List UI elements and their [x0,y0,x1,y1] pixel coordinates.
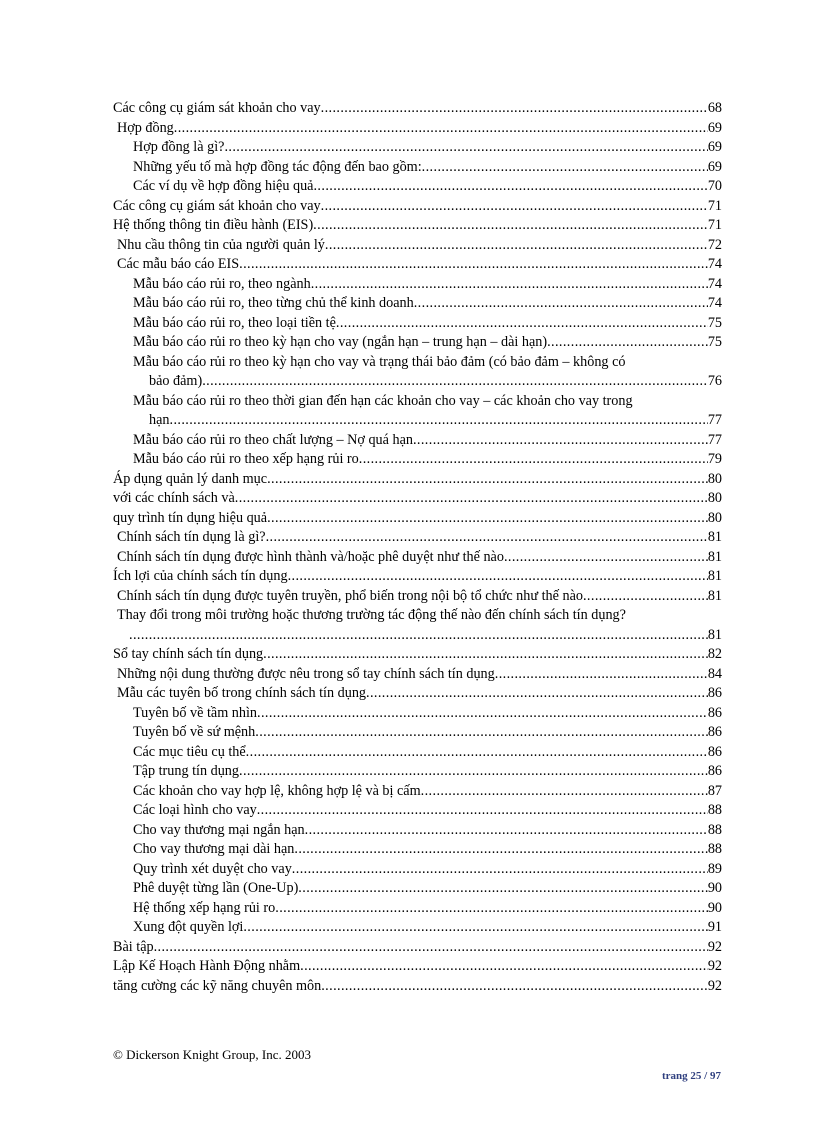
dot-leader [321,197,708,217]
toc-entry-title: Mẫu báo cáo rủi ro theo kỳ hạn cho vay và trạng thái bảo đảm (có bảo đảm – không có [133,353,626,370]
toc-entry-page: 82 [707,646,722,662]
toc-entry[interactable] [113,723,722,743]
dot-leader [239,255,708,275]
toc-entry-page: 89 [707,860,722,877]
dot-leader [235,489,708,509]
dot-leader [174,119,708,139]
toc-entry-page: 77 [707,412,722,428]
dot-leader [336,314,708,334]
toc-entry[interactable] [113,255,722,275]
toc-entry[interactable] [113,294,722,314]
toc-entry[interactable] [113,489,722,509]
toc-entry-title: Hợp đồng [117,119,174,136]
toc-entry[interactable] [113,977,722,997]
toc-entry-page: 86 [707,763,722,779]
dot-leader [239,762,708,782]
toc-entry-title: Mẫu các tuyên bố trong chính sách tín dụng [117,685,367,701]
toc-entry-page: 70 [707,178,722,194]
toc-entry-title: Mẫu báo cáo rủi ro theo kỳ hạn cho vay (ngắn hạn – trung hạn – dài hạn) [133,334,548,350]
toc-entry-title: Mẫu báo cáo rủi ro, theo loại tiền tệ [133,314,336,331]
toc-entry-page: 92 [707,958,722,974]
toc-entry[interactable] [113,801,722,821]
dot-leader [224,138,707,158]
toc-entry-title: Quy trình xét duyệt cho vay [133,860,292,877]
dot-leader [294,840,707,860]
toc-entry-title: Các khoản cho vay hợp lệ, không hợp lệ và bị cấm [133,782,421,799]
toc-entry-page: 81 [707,626,722,643]
dot-leader [547,333,708,353]
toc-entry-title: Nhu cầu thông tin của người quản lý [117,236,325,253]
toc-entry-page: 77 [707,431,722,448]
toc-entry-title: Phê duyệt từng lần (One-Up) [133,880,299,896]
toc-entry-title: Hợp đồng là gì? [133,139,225,155]
toc-entry-page: 86 [707,685,722,701]
toc-entry-title: Cho vay thương mại dài hạn [133,841,295,857]
toc-entry-page: 88 [707,821,722,838]
toc-entry[interactable] [113,860,722,880]
toc-entry-page: 80 [707,509,722,526]
toc-entry-title: Các mẫu báo cáo EIS [117,256,240,272]
dot-leader [129,626,708,646]
dot-leader [170,411,708,431]
dot-leader [298,879,708,899]
toc-entry[interactable] [113,275,722,295]
toc-entry[interactable] [113,567,722,587]
toc-entry[interactable] [113,645,722,665]
dot-leader [325,236,708,256]
toc-entry[interactable] [113,138,722,158]
dot-leader [422,158,708,178]
toc-entry-page: 84 [707,665,722,682]
dot-leader [257,801,708,821]
toc-entry-title: tăng cường các kỹ năng chuyên môn [113,977,322,994]
dot-leader [202,372,708,392]
dot-leader [421,782,708,802]
toc-entry-title: Các công cụ giám sát khoản cho vay [113,100,321,116]
toc-entry[interactable] [113,431,722,451]
toc-entry[interactable] [113,762,722,782]
dot-leader [359,450,708,470]
toc-entry-title: Mẫu báo cáo rủi ro, theo từng chủ thể kinh doanh [133,295,414,311]
toc-entry-title: Hệ thống xếp hạng rủi ro [133,899,276,916]
toc-entry-title: Bài tập [113,938,154,955]
page-number: trang 25 / 97 [662,1070,721,1082]
toc-entry[interactable] [113,665,722,685]
toc-entry[interactable] [113,938,722,958]
toc-entry[interactable] [113,879,722,899]
toc-entry[interactable] [113,899,722,919]
toc-entry[interactable] [113,704,722,724]
dot-leader [413,431,708,451]
toc-entry[interactable] [113,333,722,353]
dot-leader [313,177,707,197]
toc-entry[interactable] [113,957,722,977]
toc-entry-page: 81 [707,568,722,584]
toc-entry-title: Những nội dung thường được nêu trong sổ tay chính sách tín dụng [117,665,495,682]
toc-entry[interactable] [113,509,722,529]
toc-entry-title: Tuyên bố về tầm nhìn [133,704,258,721]
dot-leader [583,587,708,607]
dot-leader [154,938,708,958]
toc-entry[interactable] [113,743,722,763]
toc-entry-title: Các loại hình cho vay [133,802,257,818]
toc-entry[interactable] [113,158,722,178]
toc-entry-title: Mẫu báo cáo rủi ro theo xếp hạng rủi ro [133,451,359,467]
toc-entry-page: 81 [707,548,722,565]
dot-leader [257,704,708,724]
dot-leader [300,957,708,977]
toc-entry[interactable] [113,216,722,236]
toc-entry-page: 92 [707,938,722,955]
toc-entry[interactable] [113,450,722,470]
dot-leader [313,216,708,236]
dot-leader [266,528,708,548]
toc-entry-page: 91 [707,919,722,935]
toc-entry-page: 86 [707,743,722,760]
toc-entry-page: 69 [707,158,722,175]
toc-entry[interactable] [113,840,722,860]
toc-entry[interactable] [113,684,722,704]
toc-entry-page: 76 [707,373,722,389]
toc-entry-title: Chính sách tín dụng được hình thành và/hoặc phê duyệt như thế nào [117,548,504,565]
toc-entry-page: 86 [707,704,722,721]
toc-entry[interactable] [113,177,722,197]
toc-entry-title: Các ví dụ về hợp đồng hiệu quả [133,178,314,194]
toc-entry-title: Các mục tiêu cụ thể [133,743,246,760]
toc-entry-title: Tập trung tín dụng [133,763,239,779]
toc-entry[interactable] [113,314,722,334]
toc-entry-page: 74 [707,295,722,311]
dot-leader [246,743,708,763]
dot-leader [288,567,708,587]
dot-leader [275,899,708,919]
dot-leader [414,294,708,314]
dot-leader [495,665,708,685]
toc-entry-page: 81 [707,587,722,604]
toc-entry-page: 81 [707,529,722,545]
toc-entry-title: Hệ thống thông tin điều hành (EIS) [113,217,314,233]
toc-entry-title: Sổ tay chính sách tín dụng [113,646,264,662]
toc-entry-page: 74 [707,275,722,292]
toc-entry[interactable] [113,197,722,217]
toc-entry-title: Lập Kế Hoạch Hành Động nhằm [113,958,301,974]
toc-entry-page: 71 [707,217,722,233]
toc-entry-title: Ích lợi của chính sách tín dụng [113,568,288,584]
table-of-contents [113,99,722,996]
toc-entry-title: Tuyên bố về sứ mệnh [133,724,256,740]
toc-entry[interactable] [113,470,722,490]
dot-leader [366,684,708,704]
toc-entry-page: 69 [707,119,722,136]
dot-leader [267,470,708,490]
toc-entry-page: 86 [707,724,722,740]
toc-entry-title: Xung đột quyền lợi [133,919,244,935]
toc-entry-page: 88 [707,841,722,857]
toc-entry[interactable] [113,587,722,607]
toc-entry-title: Mẫu báo cáo rủi ro theo chất lượng – Nợ quá hạn [133,431,413,448]
toc-entry-title: Chính sách tín dụng là gì? [117,529,266,545]
copyright-footer: © Dickerson Knight Group, Inc. 2003 [113,1047,311,1062]
dot-leader [321,977,708,997]
toc-entry[interactable] [113,99,722,119]
toc-entry-page: 87 [707,782,722,799]
toc-entry-title: Áp dụng quản lý danh mục [113,470,268,487]
toc-entry[interactable] [113,528,722,548]
toc-entry-title: Mẫu báo cáo rủi ro, theo ngành [133,275,311,292]
dot-leader [255,723,708,743]
toc-entry[interactable] [113,548,722,568]
toc-entry-page: 75 [707,314,722,331]
toc-entry-title: Chính sách tín dụng được tuyên truyền, phổ biến trong nội bộ tổ chức như thế nào [117,587,583,604]
toc-entry-page: 92 [707,977,722,994]
toc-entry[interactable] [113,236,722,256]
dot-leader [311,275,708,295]
toc-entry-title: với các chính sách và [113,490,235,506]
toc-entry-page: 72 [707,236,722,253]
toc-entry-page: 90 [707,880,722,896]
toc-entry-page: 79 [707,451,722,467]
dot-leader [263,645,708,665]
toc-entry-page: 80 [707,470,722,487]
dot-leader [321,99,708,119]
toc-entry-page: 69 [707,139,722,155]
toc-entry-title: Những yếu tố mà hợp đồng tác động đến bao gồm: [133,158,422,175]
dot-leader [267,509,708,529]
toc-entry[interactable] [113,353,722,392]
dot-leader [292,860,708,880]
toc-entry-title-continued: bảo đảm) [149,373,203,389]
toc-entry-page: 75 [707,334,722,350]
toc-entry-page: 90 [707,899,722,916]
toc-entry-title-continued: hạn [149,412,170,428]
toc-entry[interactable] [113,782,722,802]
toc-entry-title: Các công cụ giám sát khoản cho vay [113,197,321,214]
toc-entry-page: 88 [707,802,722,818]
toc-entry[interactable] [113,392,722,431]
toc-entry[interactable] [113,821,722,841]
toc-entry-page: 71 [707,197,722,214]
toc-entry[interactable] [113,918,722,938]
toc-entry-page: 74 [707,256,722,272]
toc-entry-title: Thay đổi trong môi trường hoặc thương trường tác động thế nào đến chính sách tín dụng? [117,607,626,623]
dot-leader [305,821,708,841]
toc-entry-page: 68 [707,100,722,116]
toc-entry-title: Cho vay thương mại ngắn hạn [133,821,305,838]
toc-entry-title: Mẫu báo cáo rủi ro theo thời gian đến hạn các khoản cho vay – các khoản cho vay trong [133,392,633,409]
dot-leader [504,548,708,568]
toc-entry-title: quy trình tín dụng hiệu quả [113,509,268,526]
dot-leader [243,918,707,938]
toc-entry[interactable] [113,119,722,139]
toc-entry[interactable] [113,606,722,645]
toc-entry-page: 80 [707,490,722,506]
